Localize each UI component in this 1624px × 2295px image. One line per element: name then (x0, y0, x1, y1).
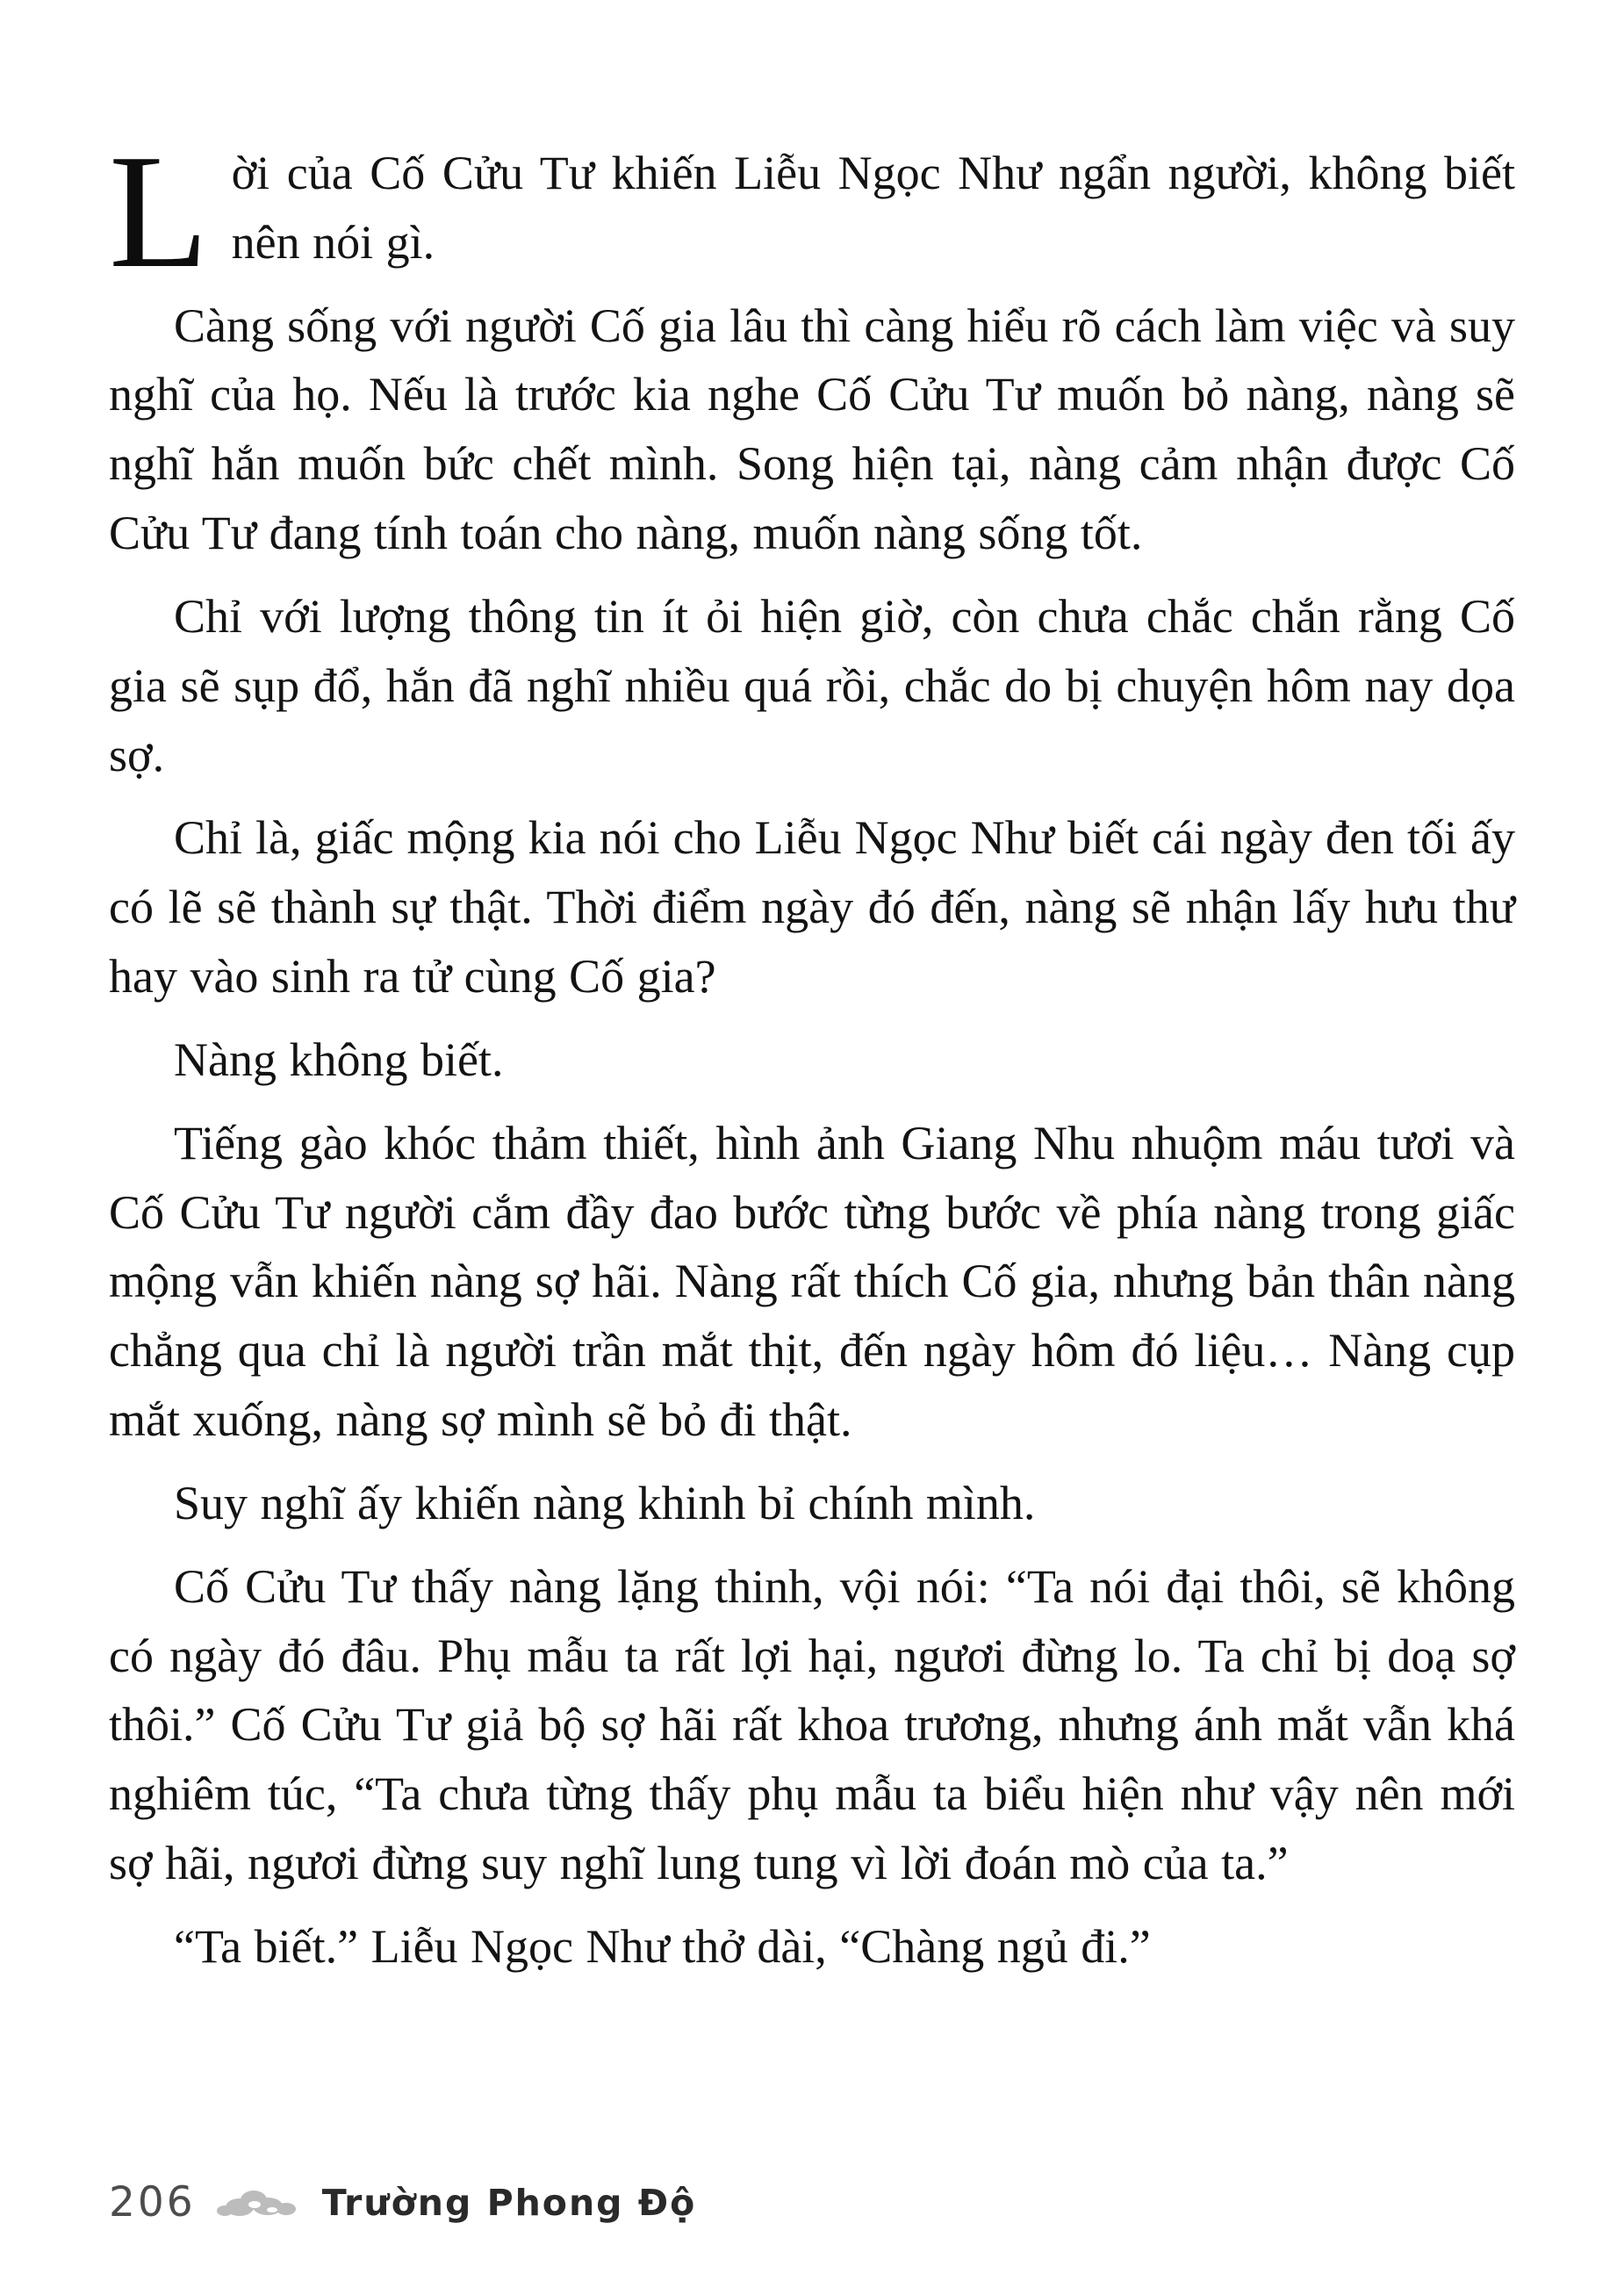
paragraph-text: “Ta biết.” Liễu Ngọc Như thở dài, “Chàng ngủ đi.” (174, 1919, 1151, 1973)
paragraph-text: Chỉ với lượng thông tin ít ỏi hiện giờ, còn chưa chắc chắn rằng Cố gia sẽ sụp đổ, hắn đã nghĩ nhiều quá rồi, chắc do bị chuyện hôm nay dọa sợ. (109, 589, 1515, 781)
paragraph-text: Suy nghĩ ấy khiến nàng khinh bỉ chính mình. (174, 1476, 1036, 1529)
paragraph (109, 1552, 1515, 1898)
paragraph-text: Chỉ là, giấc mộng kia nói cho Liễu Ngọc Như biết cái ngày đen tối ấy có lẽ sẽ thành sự thật. Thời điểm ngày đó đến, nàng sẽ nhận lấy hưu thư hay vào sinh ra tử cùng Cố gia? (109, 811, 1515, 1004)
paragraph (109, 1109, 1515, 1455)
page-number: 206 (109, 2178, 196, 2227)
paragraph-text: ời của Cố Cửu Tư khiến Liễu Ngọc Như ngẩn người, không biết nên nói gì. (231, 147, 1515, 269)
cloud-ornament-icon (213, 2183, 305, 2222)
page-body (109, 121, 1515, 1982)
paragraph (109, 291, 1515, 568)
book-title: Trường Phong Độ (321, 2181, 697, 2224)
paragraph-text: Càng sống với người Cố gia lâu thì càng hiểu rõ cách làm việc và suy nghĩ của họ. Nếu là trước kia nghe Cố Cửu Tư muốn bỏ nàng, nàng sẽ nghĩ hắn muốn bức chết mình. Song hiện tại, nàng cảm nhận được Cố Cửu Tư đang tính toán cho nàng, muốn nàng sống tốt. (109, 299, 1515, 560)
paragraph (109, 803, 1515, 1011)
paragraph-text: Cố Cửu Tư thấy nàng lặng thinh, vội nói: “Ta nói đại thôi, sẽ không có ngày đó đâu. Phụ mẫu ta rất lợi hại, ngươi đừng lo. Ta chỉ bị doạ sợ thôi.” Cố Cửu Tư giả bộ sợ hãi rất khoa trương, nhưng ánh mắt vẫn khá nghiêm túc, “Ta chưa từng thấy phụ mẫu ta biểu hiện như vậy nên mới sợ hãi, ngươi đừng suy nghĩ lung tung vì lời đoán mò của ta.” (109, 1559, 1515, 1890)
paragraph (109, 1912, 1515, 1982)
drop-cap: L (109, 121, 209, 302)
paragraph (109, 1025, 1515, 1095)
paragraph (109, 1469, 1515, 1538)
paragraph-text: Tiếng gào khóc thảm thiết, hình ảnh Giang Nhu nhuộm máu tươi và Cố Cửu Tư người cắm đầy đao bước từng bước về phía nàng trong giấc mộng vẫn khiến nàng sợ hãi. Nàng rất thích Cố gia, nhưng bản thân nàng chẳng qua chỉ là người trần mắt thịt, đến ngày hôm đó liệu… Nàng cụp mắt xuống, nàng sợ mình sẽ bỏ đi thật. (109, 1116, 1515, 1447)
page-footer (109, 2178, 696, 2227)
paragraph-text: Nàng không biết. (174, 1032, 504, 1086)
paragraph (109, 582, 1515, 789)
paragraph (109, 121, 1515, 302)
